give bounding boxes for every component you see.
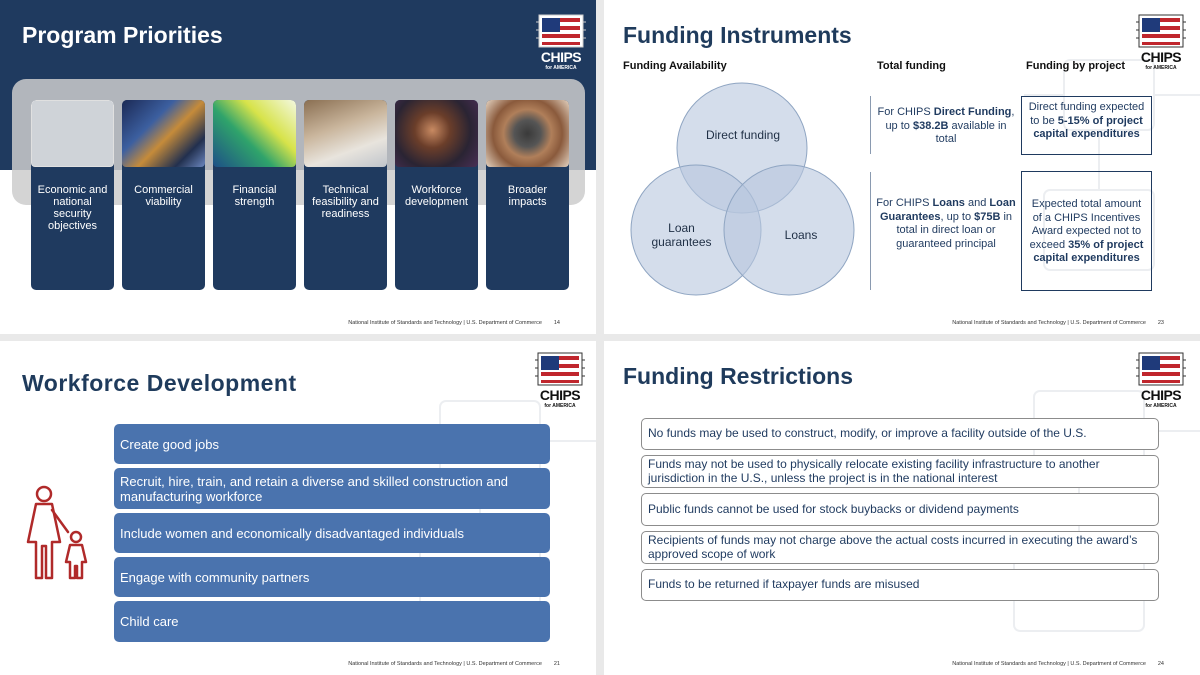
total-direct-text	[876, 106, 1016, 147]
restriction-item: No funds may be used to construct, modify, or improve a facility outside of the U.S.	[641, 418, 1159, 450]
slide-title: Funding Restrictions	[623, 363, 853, 389]
header-total-funding: Total funding	[877, 60, 946, 72]
footer-text: National Institute of Standards and Technology | U.S. Department of Commerce	[348, 661, 542, 667]
footer	[348, 320, 560, 326]
text-part: Expected total amount of a CHIPS Incentives Award expected not to exceed	[1029, 198, 1142, 251]
slide-title: Workforce Development	[22, 370, 297, 396]
priority-card	[395, 100, 478, 290]
divider-line	[870, 172, 871, 290]
page-number: 21	[553, 661, 560, 667]
priority-card	[213, 100, 296, 290]
page-number: 24	[1157, 661, 1164, 667]
priority-label: Commercial viability	[134, 184, 193, 208]
page-number: 23	[1157, 320, 1164, 326]
project-total-box	[1021, 171, 1152, 291]
footer	[952, 320, 1164, 326]
text-part: , up to	[940, 210, 975, 223]
workforce-item: Include women and economically disadvantaged individuals	[114, 513, 550, 553]
page-number: 14	[553, 320, 560, 326]
text-part: For CHIPS	[877, 106, 934, 118]
slide-funding-instruments	[604, 0, 1200, 334]
total-loans-text	[876, 197, 1016, 251]
text-bold: Loan Guarantees	[879, 197, 1016, 223]
slide-workforce-development	[0, 341, 596, 675]
footer-text: National Institute of Standards and Technology | U.S. Department of Commerce	[952, 320, 1146, 326]
text-part: For CHIPS	[876, 197, 933, 209]
restriction-item: Public funds cannot be used for stock buybacks or dividend payments	[641, 493, 1159, 526]
abstract-arrow-photo	[213, 100, 296, 167]
priority-card	[31, 100, 114, 290]
footer-text: National Institute of Standards and Technology | U.S. Department of Commerce	[348, 320, 542, 326]
slide-program-priorities	[0, 0, 596, 334]
priority-label: Technical feasibility and readiness	[312, 184, 379, 220]
chips-logo-word: CHIPS	[539, 387, 581, 403]
restriction-item: Funds to be returned if taxpayer funds are misused	[641, 569, 1159, 601]
header-funding-availability: Funding Availability	[623, 60, 727, 72]
chips-logo-sub: for AMERICA	[545, 65, 577, 71]
restriction-item: Funds may not be used to physically relocate existing facility infrastructure to another jurisdiction in the U.S., unless the project is in the national interest	[641, 455, 1159, 488]
worker-photo	[395, 100, 478, 167]
footer	[348, 661, 560, 667]
venn-label-guarantees: Loan guarantees	[651, 221, 712, 249]
city-traffic-photo	[122, 100, 205, 167]
chips-logo	[1136, 350, 1186, 412]
parent-child-icon	[22, 484, 94, 584]
restriction-item: Recipients of funds may not charge above the actual costs incurred in executing the award’s approved scope of work	[641, 531, 1159, 564]
workforce-item: Child care	[114, 601, 550, 642]
priority-card	[486, 100, 569, 290]
header-funding-by-project: Funding by project	[1026, 60, 1125, 72]
chips-logo-sub: for AMERICA	[1145, 403, 1177, 409]
venn-label-direct: Direct funding	[705, 128, 781, 142]
chips-logo	[535, 350, 585, 412]
chips-logo-word: CHIPS	[540, 49, 582, 65]
text-part: and	[964, 197, 990, 209]
divider-line	[870, 96, 871, 154]
priority-label: Broader impacts	[507, 184, 548, 208]
chips-logo	[536, 12, 586, 74]
chips-logo-sub: for AMERICA	[1145, 65, 1177, 71]
slide-title: Program Priorities	[22, 22, 223, 48]
text-bold: 35% of project capital expenditures	[1033, 238, 1144, 264]
chips-logo-word: CHIPS	[1140, 387, 1182, 403]
text-bold: Loans	[932, 197, 965, 209]
venn-label-loans: Loans	[784, 228, 818, 242]
venn-diagram	[624, 80, 864, 300]
text-part: Direct funding expected to be	[1028, 101, 1145, 127]
footer-text: National Institute of Standards and Technology | U.S. Department of Commerce	[952, 661, 1146, 667]
blank-photo	[31, 100, 114, 167]
text-bold: $38.2B	[912, 119, 949, 132]
text-bold: $75B	[974, 210, 1001, 223]
chips-logo	[1136, 12, 1186, 74]
project-direct-box	[1021, 96, 1152, 155]
priority-card	[304, 100, 387, 290]
workforce-item: Engage with community partners	[114, 557, 550, 597]
text-part: available in total	[935, 119, 1007, 145]
text-part: , up to	[885, 106, 1015, 132]
chips-logo-word: CHIPS	[1140, 49, 1182, 65]
slide-funding-restrictions	[604, 341, 1200, 675]
workforce-item: Recruit, hire, train, and retain a diverse and skilled construction and manufacturing workforce	[114, 468, 550, 509]
hands-circle-photo	[486, 100, 569, 167]
chips-logo-sub: for AMERICA	[544, 403, 576, 409]
text-part: in total in direct loan or guaranteed principal	[896, 210, 1013, 250]
priority-label: Economic and national security objectives	[37, 184, 108, 232]
text-bold: Direct Funding	[933, 106, 1012, 118]
text-bold: 5-15% of project capital expenditures	[1033, 114, 1143, 140]
priority-label: Financial strength	[232, 184, 277, 208]
priority-card	[122, 100, 205, 290]
workforce-item: Create good jobs	[114, 424, 550, 464]
priority-label: Workforce development	[405, 184, 468, 208]
slide-title: Funding Instruments	[623, 22, 852, 48]
blueprint-photo	[304, 100, 387, 167]
footer	[952, 661, 1164, 667]
